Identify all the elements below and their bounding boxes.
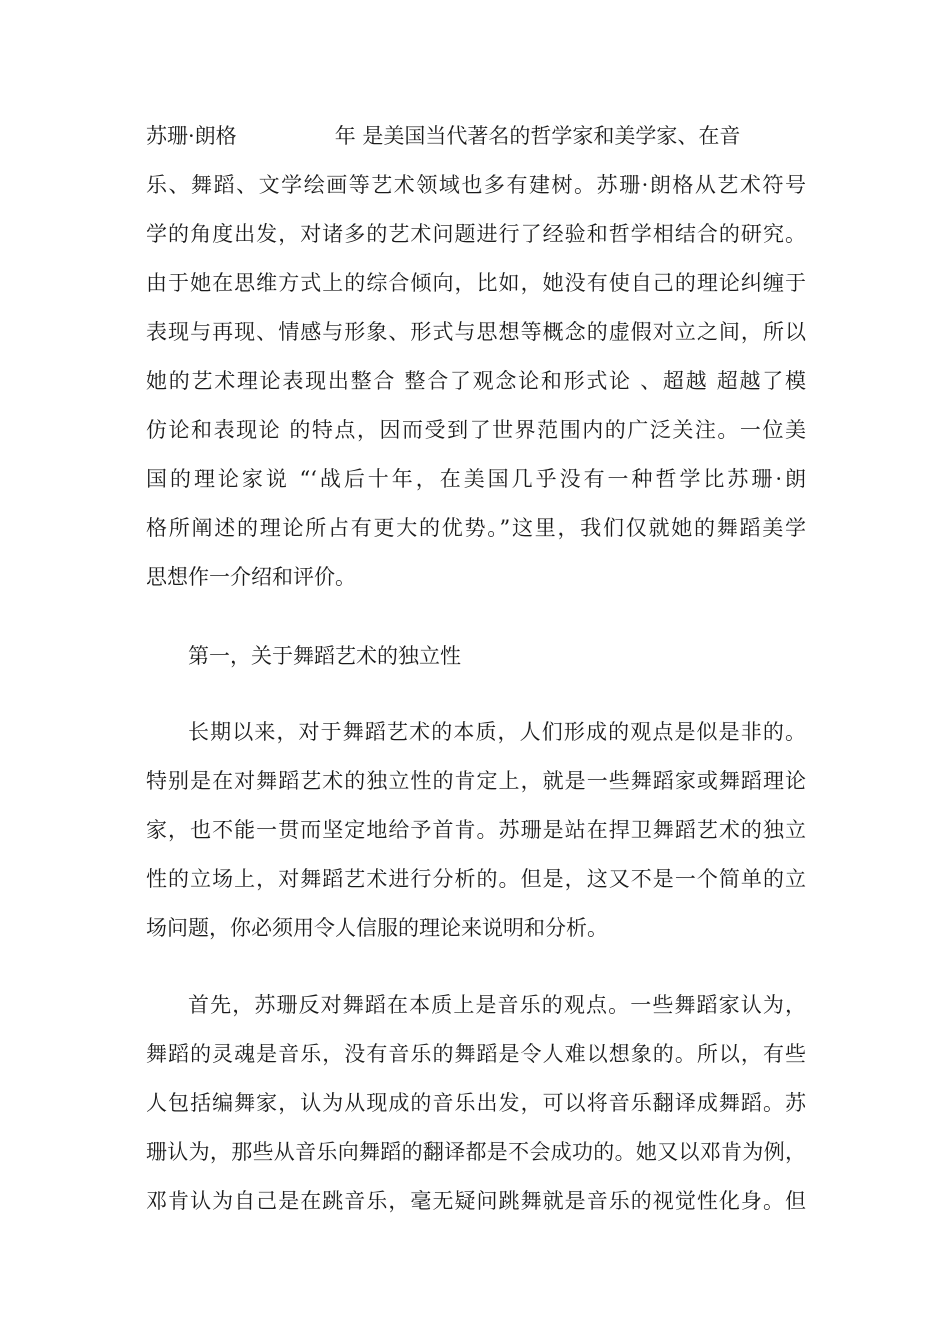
text-line: 仿论和表现论 的特点，因而受到了世界范围内的广泛关注。一位美 [146,418,806,442]
text-line: 表现与再现、情感与形象、形式与思想等概念的虚假对立之间，所以 [146,320,806,344]
text-line: 家，也不能一贯而坚定地给予首肯。苏珊是站在捍卫舞蹈艺术的独立 [146,818,806,842]
text-line: 邓肯认为自己是在跳音乐，毫无疑问跳舞就是音乐的视觉性化身。但 [146,1189,806,1213]
text-fragment: 年 是美国当代著名的哲学家和美学家、在音 [334,124,741,148]
text-line: 首先，苏珊反对舞蹈在本质上是音乐的观点。一些舞蹈家认为， [188,993,806,1017]
text-line: 国的理论家说 “‘战后十年，在美国几乎没有一种哲学比苏珊·朗 [146,467,806,491]
text-line: 珊认为，那些从音乐向舞蹈的翻译都是不会成功的。她又以邓肯为例， [146,1140,806,1164]
text-line: 格所阐述的理论所占有更大的优势。”这里，我们仅就她的舞蹈美学 [146,516,806,540]
text-line: 思想作一介绍和评价。 [146,565,356,589]
text-line [146,121,806,151]
text-fragment: 苏珊·朗格 [146,124,237,148]
text-line: 学的角度出发，对诸多的艺术问题进行了经验和哲学相结合的研究。 [146,222,806,246]
text-line: 由于她在思维方式上的综合倾向，比如，她没有使自己的理论纠缠于 [146,271,806,295]
text-line: 特别是在对舞蹈艺术的独立性的肯定上，就是一些舞蹈家或舞蹈理论 [146,769,806,793]
text-line: 长期以来，对于舞蹈艺术的本质，人们形成的观点是似是非的。 [188,720,806,744]
text-line: 性的立场上，对舞蹈艺术进行分析的。但是，这又不是一个简单的立 [146,867,806,891]
text-line: 人包括编舞家，认为从现成的音乐出发，可以将音乐翻译成舞蹈。苏 [146,1091,806,1115]
text-line: 她的艺术理论表现出整合 整合了观念论和形式论 、超越 超越了模 [146,369,806,393]
text-line: 乐、舞蹈、文学绘画等艺术领域也多有建树。苏珊·朗格从艺术符号 [146,173,806,197]
section-heading: 第一，关于舞蹈艺术的独立性 [188,644,461,668]
text-line: 场问题，你必须用令人信服的理论来说明和分析。 [146,916,608,940]
text-line: 舞蹈的灵魂是音乐，没有音乐的舞蹈是令人难以想象的。所以，有些 [146,1042,806,1066]
